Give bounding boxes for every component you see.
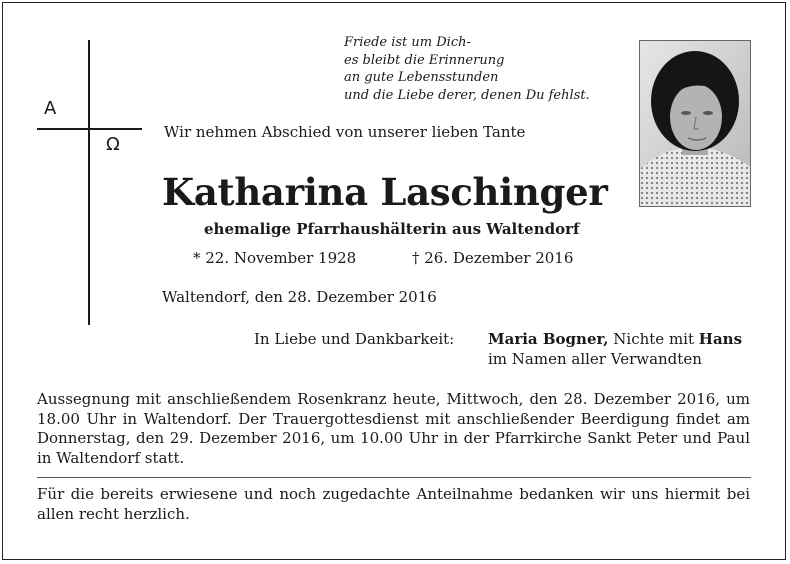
signature-line-2: im Namen aller Verwandten <box>488 350 702 368</box>
poem-line: und die Liebe derer, denen Du fehlst. <box>344 87 590 103</box>
deceased-name: Katharina Laschinger <box>162 170 608 214</box>
alpha-letter: A <box>44 98 57 119</box>
birth-date: * 22. November 1928 <box>193 249 357 267</box>
thanks-paragraph: Für die bereits erwiesene und noch zugedachte Anteilnahme bedanken wir uns hiermit bei allen recht herzlich. <box>37 485 750 523</box>
poem <box>344 34 590 104</box>
partner-name: Hans <box>698 330 743 348</box>
poem-line: an gute Lebensstunden <box>344 70 499 85</box>
portrait-photo <box>639 40 751 207</box>
relation-text: Nichte mit <box>608 330 699 348</box>
deceased-description: ehemalige Pfarrhaushälterin aus Waltendorf <box>204 220 580 238</box>
place-and-date: Waltendorf, den 28. Dezember 2016 <box>162 288 437 306</box>
cross-vertical-bar <box>88 40 90 325</box>
intro-text: Wir nehmen Abschied von unserer lieben Tante <box>164 123 526 141</box>
omega-letter: Ω <box>106 134 120 155</box>
poem-line: Friede ist um Dich- <box>344 35 471 50</box>
funeral-details-paragraph: Aussegnung mit anschließendem Rosenkranz heute, Mittwoch, den 28. Dezember 2016, um 18.00 Uhr in Waltendorf. Der Trauergottesdienst mit anschließender Beerdigung findet am Donnerstag, den 29. Dezember 2016, um 10.00 Uhr in der Pfarrkirche Sankt Peter und Paul in Waltendorf statt. <box>37 390 750 467</box>
divider-line <box>37 477 751 478</box>
poem-line: es bleibt die Erinnerung <box>344 52 505 68</box>
portrait-image <box>640 41 750 206</box>
mourner-name: Maria Bogner, <box>488 330 609 348</box>
signature-line-1 <box>488 330 742 348</box>
death-date: † 26. Dezember 2016 <box>412 249 574 267</box>
cross-horizontal-bar <box>37 128 142 130</box>
signature-label: In Liebe und Dankbarkeit: <box>254 330 455 348</box>
